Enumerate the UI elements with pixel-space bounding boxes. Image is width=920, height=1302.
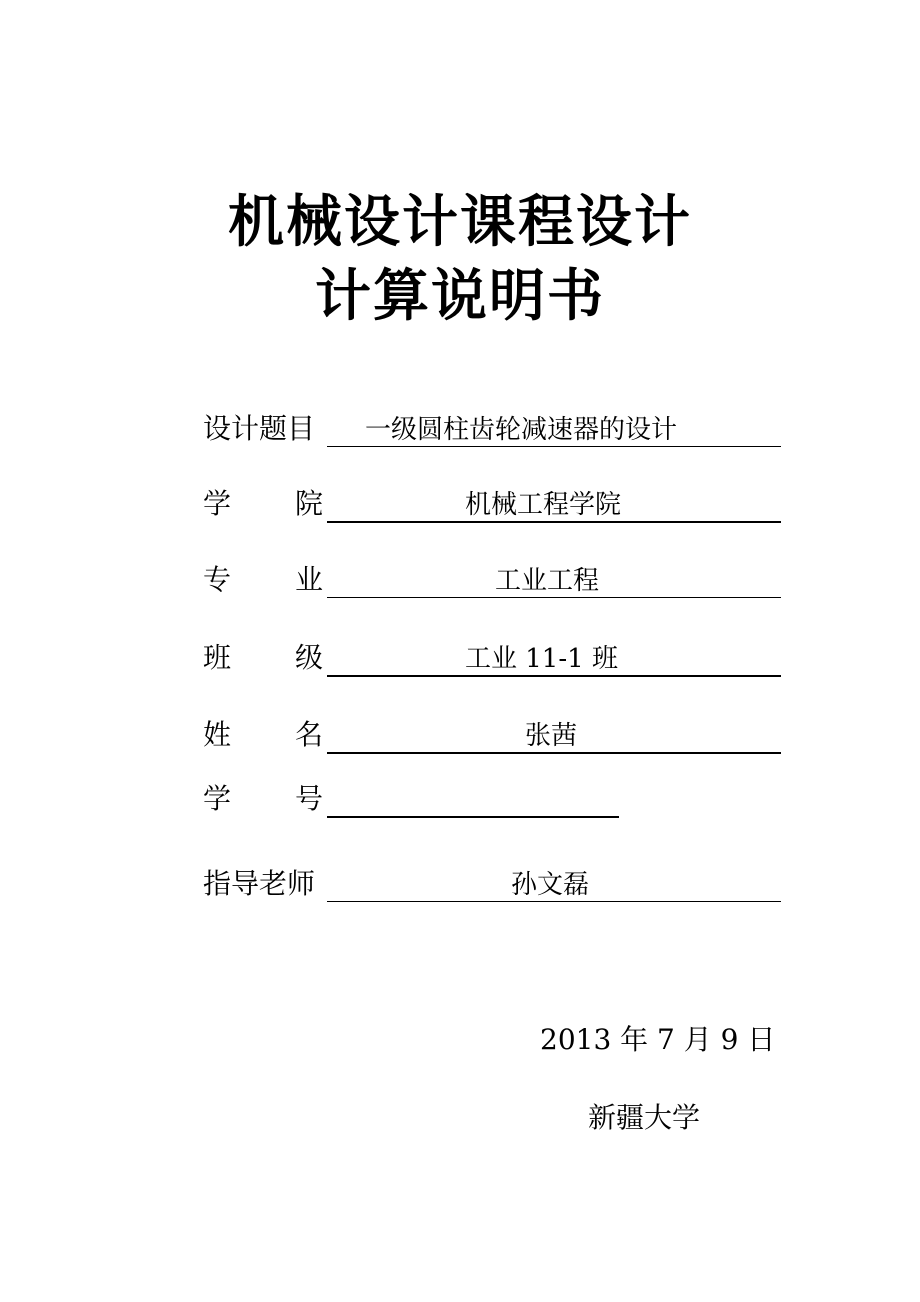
document-title-line-1: 机械设计课程设计: [228, 190, 692, 255]
field-student-id-underline: [327, 782, 619, 818]
field-major-value: 工业工程: [495, 566, 600, 596]
document-title-line-2: 计算说明书: [315, 264, 605, 329]
school-name: 新疆大学: [588, 1101, 701, 1134]
field-class-value: 工业 11-1 班: [465, 644, 618, 674]
field-college-value: 机械工程学院: [465, 490, 622, 520]
field-name-value: 张茜: [525, 721, 578, 751]
field-topic-value: 一级圆柱齿轮减速器的设计: [365, 415, 678, 445]
field-advisor-value: 孙文磊: [511, 870, 590, 900]
document-date: 2013 年 7 月 9 日: [540, 1023, 776, 1056]
